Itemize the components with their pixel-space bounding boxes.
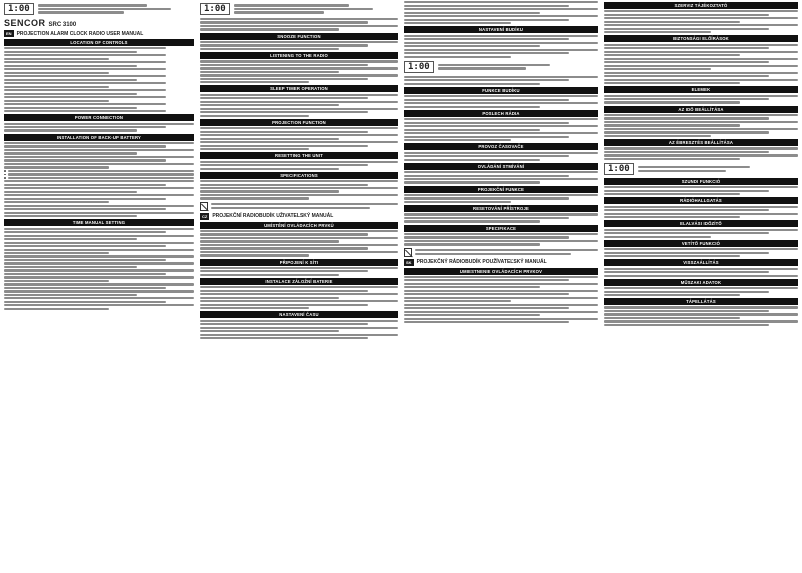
- document-title: PROJEKČNÍ RADIOBUDÍK UŽIVATELSKÝ MANUÁL: [212, 213, 334, 220]
- brand-name: SENCOR: [4, 18, 46, 28]
- section-heading: RESETOVÁNÍ PŘÍSTROJE: [404, 205, 598, 212]
- clock-readout: 1:00: [4, 3, 34, 15]
- model-number: SRC 3100: [48, 22, 77, 28]
- language-tag: CZ: [202, 213, 208, 219]
- section-heading: SLEEP TIMER OPERATION: [200, 85, 398, 92]
- disposal-notice: [200, 202, 398, 211]
- section-heading: BIZTONSÁGI ELŐÍRÁSOK: [604, 35, 798, 42]
- column-czech: [404, 0, 598, 573]
- section-heading: LISTENING TO THE RADIO: [200, 52, 398, 59]
- section-heading: UMIESTNENIE OVLÁDACÍCH PRVKOV: [404, 268, 598, 275]
- recycle-bin-icon: [200, 202, 208, 211]
- section-heading: INSTALACE ZÁLOŽNÍ BATERIE: [200, 278, 398, 285]
- section-heading: NASTAVENÍ BUDÍKU: [404, 26, 598, 33]
- clock-readout: 1:00: [404, 61, 434, 73]
- clock-figure: [404, 61, 598, 73]
- language-header: [4, 30, 194, 37]
- section-heading: AZ ÉBRESZTÉS BEÁLLÍTÁSA: [604, 139, 798, 146]
- section-heading: SPECIFICATIONS: [200, 172, 398, 179]
- clock-readout: 1:00: [604, 163, 634, 175]
- section-heading: RÁDIÓHALLGATÁS: [604, 197, 798, 204]
- column-english-1: [4, 0, 194, 573]
- section-heading: MŰSZAKI ADATOK: [604, 279, 798, 286]
- section-heading: ELEMEK: [604, 86, 798, 93]
- column-english-2: [200, 0, 398, 573]
- section-heading: PROJEKČNÍ FUNKCE: [404, 186, 598, 193]
- section-heading: RESETTING THE UNIT: [200, 152, 398, 159]
- section-heading: PŘIPOJENÍ K SÍTI: [200, 259, 398, 266]
- section-heading: AZ IDŐ BEÁLLÍTÁSA: [604, 106, 798, 113]
- section-heading: LOCATION OF CONTROLS: [4, 39, 194, 46]
- brand-header: [4, 18, 194, 28]
- section-heading: UMÍSTĚNÍ OVLÁDACÍCH PRVKŮ: [200, 222, 398, 229]
- clock-figure: [200, 3, 398, 15]
- language-header-cz: [200, 213, 398, 220]
- section-heading: VISSZAÁLLÍTÁS: [604, 259, 798, 266]
- section-heading: SNOOZE FUNCTION: [200, 33, 398, 40]
- section-heading: TÁPELLÁTÁS: [604, 298, 798, 305]
- document-title: PROJEKČNÝ RÁDIOBUDÍK POUŽÍVATEĽSKÝ MANUÁL: [416, 259, 547, 265]
- section-heading: TIME MANUAL SETTING: [4, 219, 194, 226]
- language-tag: EN: [6, 31, 12, 36]
- disposal-notice: [404, 248, 598, 257]
- section-heading: FUNKCE BUDÍKU: [404, 87, 598, 94]
- language-tag: SK: [406, 259, 412, 265]
- clock-figure: [604, 163, 798, 175]
- section-heading: POWER CONNECTION: [4, 114, 194, 121]
- clock-figure-top: [4, 3, 194, 15]
- section-heading: SPECIFIKACE: [404, 225, 598, 232]
- clock-readout: 1:00: [200, 3, 230, 15]
- document-title: PROJECTION ALARM CLOCK RADIO USER MANUAL: [16, 30, 144, 37]
- section-heading: SZUNDI FUNKCIÓ: [604, 178, 798, 185]
- section-heading: VETÍTŐ FUNKCIÓ: [604, 240, 798, 247]
- section-heading: NASTAVENÍ ČASU: [200, 311, 398, 318]
- section-heading: PROJECTION FUNCTION: [200, 119, 398, 126]
- section-heading: SZERVIZ TÁJÉKOZTATÓ: [604, 2, 798, 9]
- section-heading: POSLECH RÁDIA: [404, 110, 598, 117]
- recycle-bin-icon: [404, 248, 412, 257]
- section-heading: ELALVÁSI IDŐZÍTŐ: [604, 220, 798, 227]
- section-heading: OVLÁDÁNÍ STMÍVÁNÍ: [404, 163, 598, 170]
- column-slovak-hungarian: [604, 0, 798, 573]
- section-heading: PROVOZ ČASOVAČE: [404, 143, 598, 150]
- section-heading: INSTALLATION OF BACK-UP BATTERY: [4, 134, 194, 141]
- language-header-sk: [404, 259, 598, 266]
